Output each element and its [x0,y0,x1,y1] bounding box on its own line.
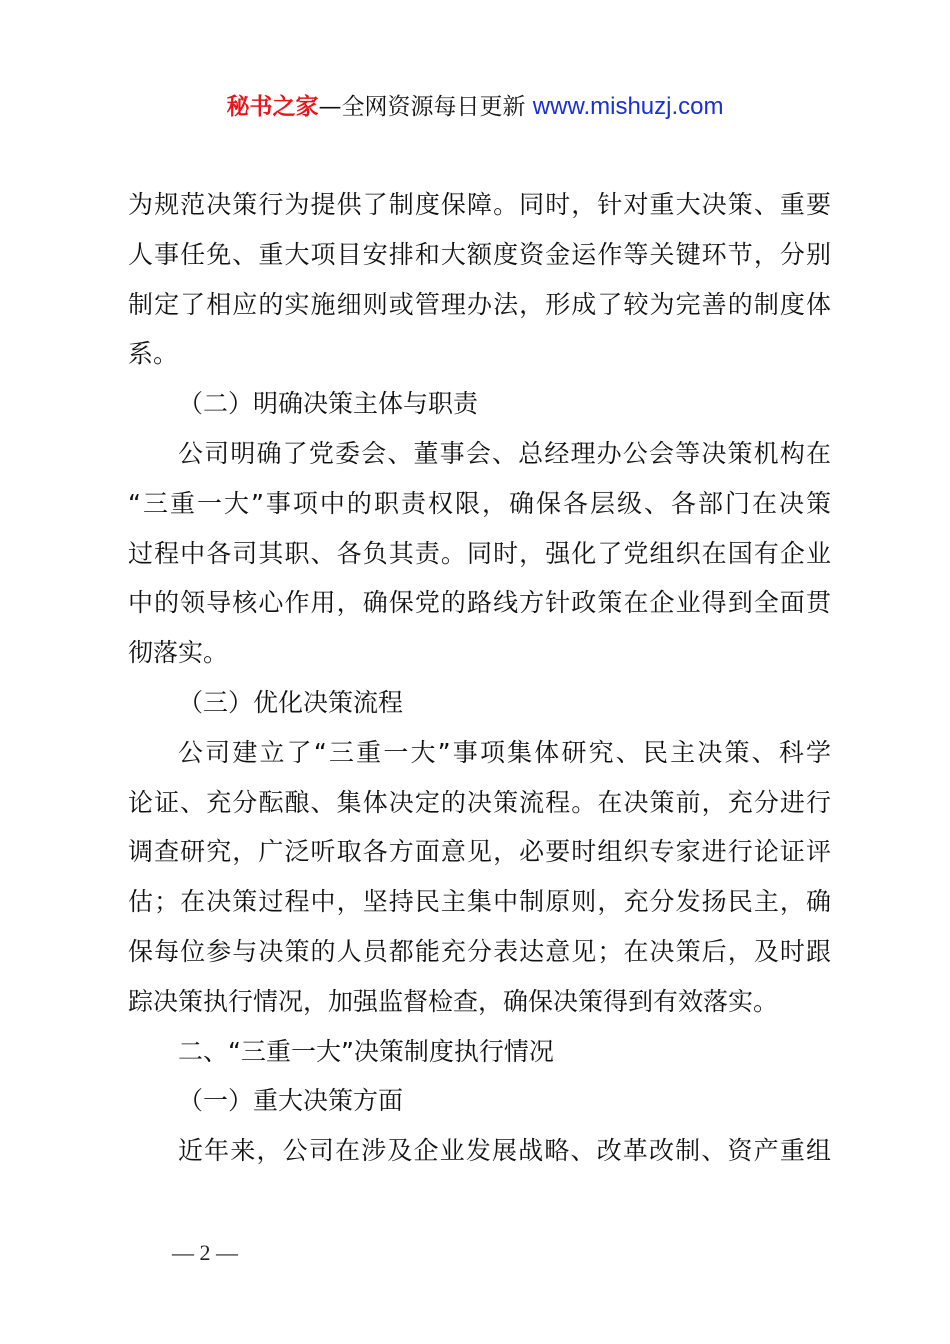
text-line: 二、“三重一大”决策制度执行情况 [178,1036,554,1066]
text-line: （二）明确决策主体与职责 [178,389,479,419]
brand-name: 秘书之家 [226,94,319,120]
header-tagline: —全网资源每日更新 [318,94,533,120]
text-line: 保每位参与决策的人员都能充分表达意见；在决策后，及时跟 [128,936,831,966]
text-line: 踪决策执行情况，加强监督检查，确保决策得到有效落实。 [128,986,779,1016]
text-line: （一）重大决策方面 [178,1086,404,1116]
text-line: 论证、充分酝酿、集体决定的决策流程。在决策前，充分进行 [128,787,831,817]
text-line: （三）优化决策流程 [178,687,404,717]
page-number: — 2 — [172,1240,238,1265]
text-line: “三重一大”事项中的职责权限，确保各层级、各部门在决策 [128,488,831,518]
text-line: 人事任免、重大项目安排和大额度资金运作等关键环节，分别 [128,239,831,269]
text-line: 调查研究，广泛听取各方面意见，必要时组织专家进行论证评 [128,837,831,867]
text-line: 系。 [128,339,179,369]
text-line: 公司明确了党委会、董事会、总经理办公会等决策机构在 [178,438,831,468]
text-line: 近年来，公司在涉及企业发展战略、改革改制、资产重组 [178,1136,831,1166]
text-line: 彻落实。 [128,638,229,668]
text-line: 为规范决策行为提供了制度保障。同时，针对重大决策、重要 [128,190,831,219]
site-watermark-header [0,88,950,121]
document-body [128,186,831,1182]
site-url-link[interactable]: www.mishuzj.com [532,93,724,120]
text-line: 中的领导核心作用，确保党的路线方针政策在企业得到全面贯 [128,588,831,618]
text-line: 估；在决策过程中，坚持民主集中制原则，充分发扬民主，确 [128,887,831,917]
text-line: 过程中各司其职、各负其责。同时，强化了党组织在国有企业 [128,538,831,568]
text-line: 公司建立了“三重一大”事项集体研究、民主决策、科学 [178,737,831,767]
text-line: 制定了相应的实施细则或管理办法，形成了较为完善的制度体 [128,289,831,319]
